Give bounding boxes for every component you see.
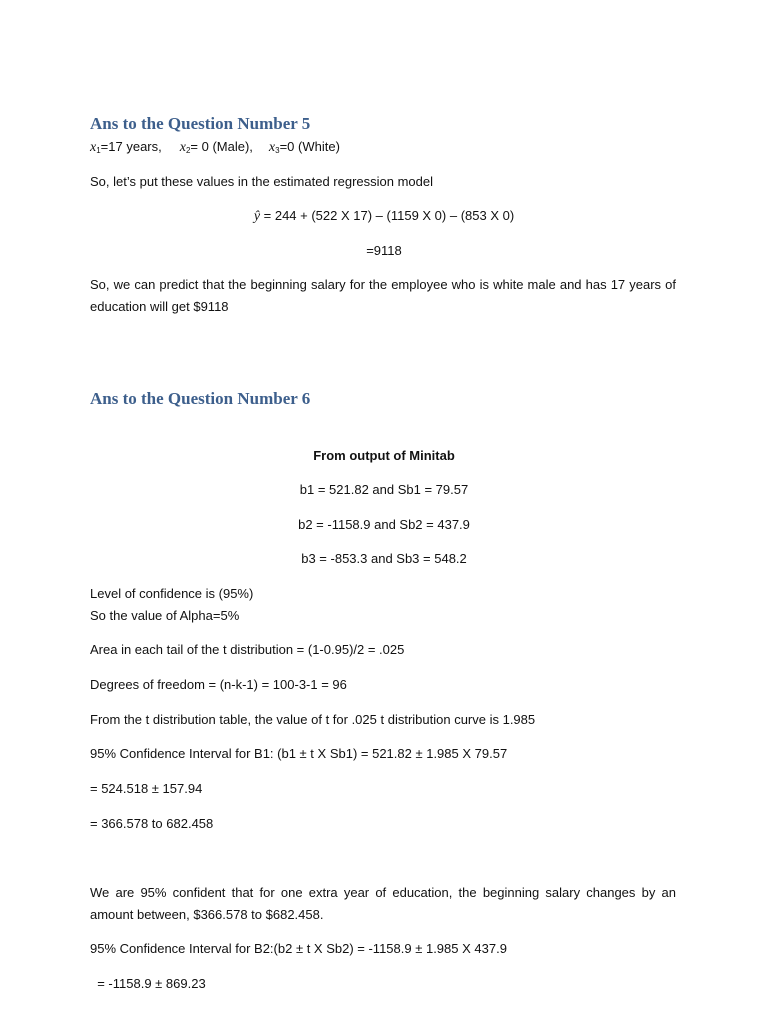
q5-heading: Ans to the Question Number 5 <box>90 114 311 133</box>
ci-interpretation: We are 95% confident that for one extra year of education, the beginning salary changes by an amount between, $366.578 to $682.458. <box>90 885 676 922</box>
equation-text: = 244 + (522 X 17) – (1159 X 0) – (853 X 0) <box>260 208 515 223</box>
x1-value: =17 years, <box>100 139 162 154</box>
equation-result: =9118 <box>366 243 402 258</box>
ci-b1-step: = 524.518 ± 157.94 <box>90 781 203 796</box>
alpha-value: So the value of Alpha=5% <box>90 608 240 623</box>
x2-symbol: x <box>179 140 186 155</box>
x1-symbol: x <box>90 140 97 155</box>
ci-b2-step: = -1158.9 ± 869.23 <box>90 976 206 991</box>
y-hat-symbol: ŷ <box>253 209 261 224</box>
ci-b2-formula: 95% Confidence Interval for B2:(b2 ± t X Sb2) = -1158.9 ± 1.985 X 437.9 <box>90 941 507 956</box>
x2-value: = 0 (Male), <box>190 139 253 154</box>
q5-conclusion: So, we can predict that the beginning salary for the employee who is white male and has 17 years of education will get $9118 <box>90 277 676 314</box>
q6-heading: Ans to the Question Number 6 <box>90 389 311 408</box>
confidence-level: Level of confidence is (95%) <box>90 586 254 601</box>
b2-coefficient: b2 = -1158.9 and Sb2 = 437.9 <box>298 517 470 532</box>
x3-value: =0 (White) <box>279 139 340 154</box>
b1-coefficient: b1 = 521.82 and Sb1 = 79.57 <box>299 482 469 497</box>
x3-subscript: 3 <box>275 146 280 155</box>
q5-variable-values <box>90 138 340 159</box>
minitab-title: From output of Minitab <box>313 448 455 463</box>
q5-intro-text: So, let’s put these values in the estimated regression model <box>90 174 434 189</box>
x3-symbol: x <box>268 140 276 155</box>
x1-subscript: 1 <box>96 146 101 155</box>
t-value: From the t distribution table, the value of t for .025 t distribution curve is 1.985 <box>90 712 536 727</box>
b3-coefficient: b3 = -853.3 and Sb3 = 548.2 <box>301 551 467 566</box>
degrees-of-freedom: Degrees of freedom = (n-k-1) = 100-3-1 = 96 <box>90 677 347 692</box>
regression-equation <box>0 207 768 225</box>
x2-subscript: 2 <box>185 146 191 155</box>
ci-b1-range: = 366.578 to 682.458 <box>90 816 214 831</box>
ci-b1-formula: 95% Confidence Interval for B1: (b1 ± t X Sb1) = 521.82 ± 1.985 X 79.57 <box>90 746 508 761</box>
tail-area: Area in each tail of the t distribution = (1-0.95)/2 = .025 <box>90 642 405 657</box>
